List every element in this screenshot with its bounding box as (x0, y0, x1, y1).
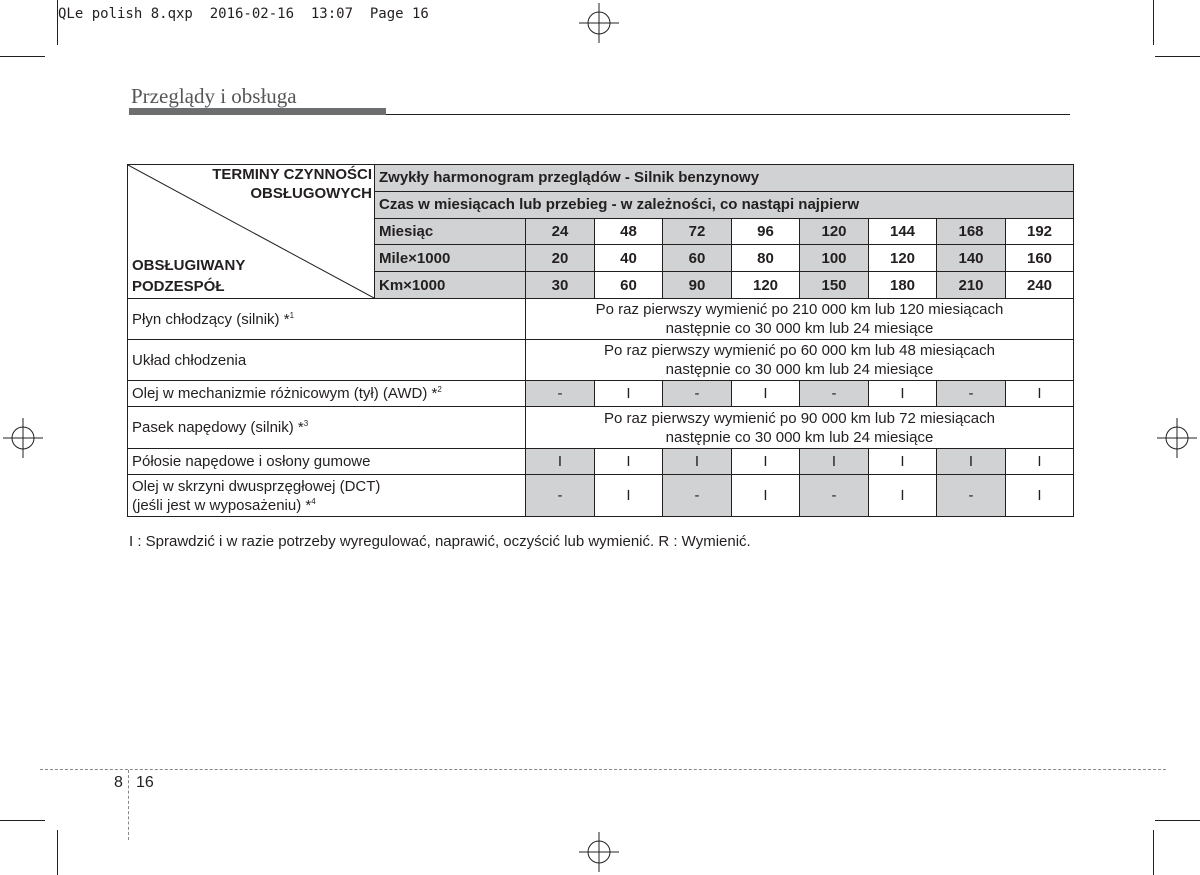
crop-mark (1155, 820, 1200, 821)
item-note-line: następnie co 30 000 km lub 24 miesiące (665, 428, 934, 446)
interval-label: Miesiąc (375, 218, 526, 245)
item-note-line: Po raz pierwszy wymienić po 60 000 km lub 48 miesiącach (603, 342, 995, 359)
interval-value: 96 (732, 218, 800, 245)
item-name (128, 381, 526, 407)
schedule-cell: I (869, 449, 937, 475)
title-rule (386, 114, 1070, 115)
table-row (128, 381, 1074, 407)
schedule-cell: I (732, 381, 800, 407)
item-name (128, 299, 526, 340)
interval-value: 240 (1006, 272, 1074, 299)
page-number: 16 (136, 774, 154, 791)
corner-header-top-line: TERMINY CZYNNOŚCI (212, 166, 372, 183)
interval-value: 160 (1006, 245, 1074, 272)
table-row (128, 475, 1074, 517)
item-name-line (132, 496, 525, 515)
schedule-cell: I (663, 449, 732, 475)
item-note-line: Po raz pierwszy wymienić po 210 000 km lub 120 miesiącach (595, 301, 1004, 318)
schedule-cell: - (526, 381, 595, 407)
interval-value: 120 (732, 272, 800, 299)
schedule-subtitle-row: Czas w miesiącach lub przebieg - w zależności, co nastąpi najpierw (375, 191, 1074, 218)
table-row (128, 299, 1074, 340)
schedule-cell: - (800, 475, 869, 517)
interval-value: 210 (937, 272, 1006, 299)
registration-mark-icon (1157, 418, 1197, 458)
item-note (526, 299, 1074, 340)
file-slug-line: QLe polish 8.qxp 2016-02-16 13:07 Page 16 (58, 6, 429, 22)
crop-mark (57, 830, 58, 875)
item-name (128, 475, 526, 517)
interval-value: 192 (1006, 218, 1074, 245)
schedule-cell: - (937, 381, 1006, 407)
schedule-cell: I (595, 449, 663, 475)
registration-mark-icon (3, 418, 43, 458)
interval-value: 30 (526, 272, 595, 299)
footer-rule (40, 769, 1166, 770)
item-name-text: Płyn chłodzący (silnik) * (132, 310, 290, 328)
table-row (128, 449, 1074, 475)
crop-mark (57, 0, 58, 45)
footnote-mark: 2 (437, 385, 442, 394)
interval-value: 100 (800, 245, 869, 272)
corner-header-bottom (132, 255, 245, 297)
interval-label: Km×1000 (375, 272, 526, 299)
interval-value: 80 (732, 245, 800, 272)
footnote-mark: 4 (311, 496, 316, 506)
schedule-cell: I (800, 449, 869, 475)
corner-header-top-line: OBSŁUGOWYCH (250, 185, 372, 202)
interval-value: 90 (663, 272, 732, 299)
interval-value: 20 (526, 245, 595, 272)
schedule-cell: - (663, 475, 732, 517)
schedule-cell: I (869, 475, 937, 517)
item-note-line: następnie co 30 000 km lub 24 miesiące (665, 320, 934, 337)
item-name-text: Pasek napędowy (silnik) * (132, 419, 304, 436)
interval-value: 48 (595, 218, 663, 245)
schedule-cell: I (732, 475, 800, 517)
interval-value: 24 (526, 218, 595, 245)
footnote-mark: 1 (289, 310, 295, 320)
interval-value: 144 (869, 218, 937, 245)
schedule-cell: - (800, 381, 869, 407)
crop-mark (1153, 830, 1154, 875)
item-name: Półosie napędowe i osłony gumowe (128, 449, 526, 475)
crop-mark (1153, 0, 1154, 45)
interval-value: 120 (869, 245, 937, 272)
footer-divider (128, 770, 129, 840)
schedule-cell: I (595, 381, 663, 407)
schedule-title-row: Zwykły harmonogram przeglądów - Silnik benzynowy (375, 165, 1074, 192)
item-name: Układ chłodzenia (128, 340, 526, 381)
item-name (128, 407, 526, 449)
item-note-line: Po raz pierwszy wymienić po 90 000 km lub 72 miesiącach (603, 409, 995, 427)
interval-label: Mile×1000 (375, 245, 526, 272)
crop-mark (1155, 56, 1200, 57)
title-bar (129, 108, 386, 115)
corner-header-top (212, 165, 372, 203)
legend-text: I : Sprawdzić i w razie potrzeby wyregulować, naprawić, oczyścić lub wymienić. R : Wymienić. (129, 533, 751, 550)
corner-header-cell (128, 165, 375, 299)
interval-value: 120 (800, 218, 869, 245)
schedule-cell: I (595, 475, 663, 517)
footnote-mark: 3 (303, 419, 309, 428)
schedule-cell: I (1006, 475, 1074, 517)
crop-mark (0, 56, 45, 57)
registration-mark-icon (579, 3, 619, 43)
chapter-number: 8 (114, 774, 123, 791)
interval-value: 60 (595, 272, 663, 299)
item-note (526, 407, 1074, 449)
schedule-cell: - (663, 381, 732, 407)
schedule-cell: I (869, 381, 937, 407)
schedule-cell: I (937, 449, 1006, 475)
corner-header-bottom-line: OBSŁUGIWANY (132, 257, 246, 274)
interval-value: 60 (663, 245, 732, 272)
item-name-text: Olej w mechanizmie różnicowym (tył) (AWD) * (132, 385, 438, 402)
interval-value: 72 (663, 218, 732, 245)
item-note (526, 340, 1074, 381)
interval-value: 40 (595, 245, 663, 272)
crop-mark (0, 820, 45, 821)
interval-value: 140 (937, 245, 1006, 272)
corner-header-bottom-line: PODZESPÓŁ (132, 278, 225, 295)
schedule-cell: I (1006, 381, 1074, 407)
table-row (128, 340, 1074, 381)
table-row (128, 407, 1074, 449)
item-name-line: Olej w skrzyni dwusprzęgłowej (DCT) (132, 477, 381, 495)
schedule-cell: I (526, 449, 595, 475)
schedule-cell: I (732, 449, 800, 475)
interval-value: 168 (937, 218, 1006, 245)
section-title: Przeglądy i obsługa (131, 84, 297, 108)
schedule-cell: - (526, 475, 595, 517)
registration-mark-icon (579, 832, 619, 872)
item-name-text: (jeśli jest w wyposażeniu) * (132, 496, 312, 514)
schedule-cell: - (937, 475, 1006, 517)
interval-value: 150 (800, 272, 869, 299)
item-note-line: następnie co 30 000 km lub 24 miesiące (665, 361, 934, 378)
maintenance-schedule-table (127, 164, 1074, 517)
interval-value: 180 (869, 272, 937, 299)
schedule-cell: I (1006, 449, 1074, 475)
